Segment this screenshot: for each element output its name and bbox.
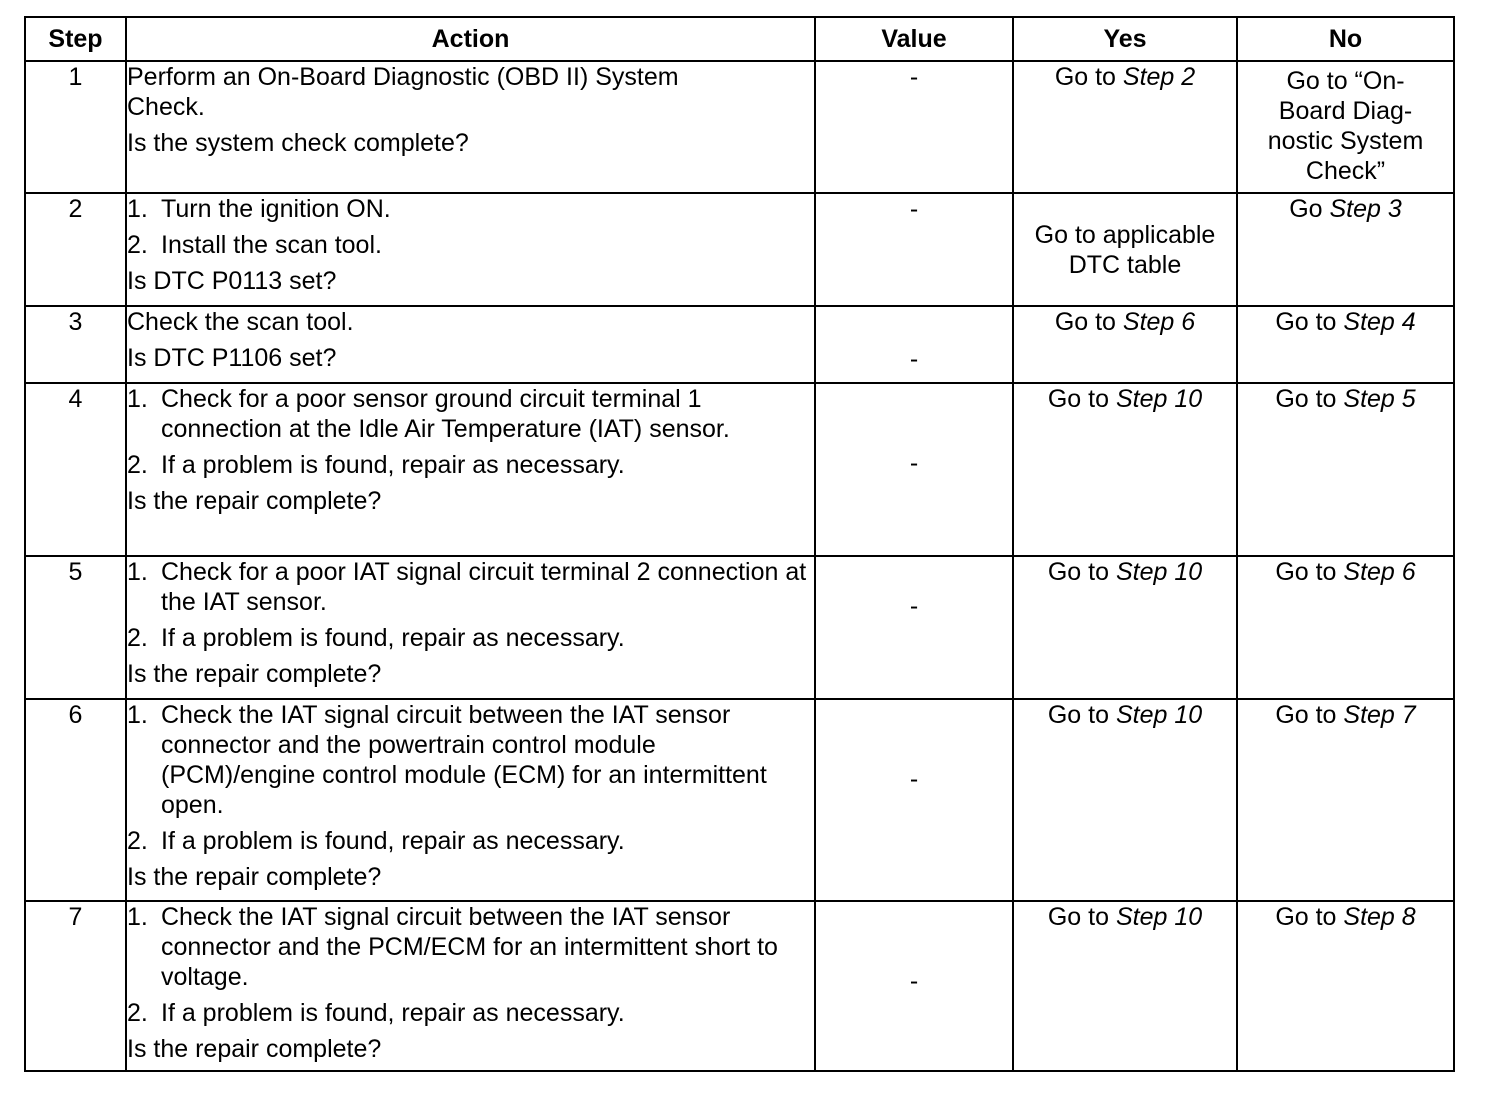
no-cell <box>1237 193 1454 306</box>
value-text: - <box>909 195 919 223</box>
action-cell <box>126 556 815 699</box>
action-cell <box>126 61 815 193</box>
yes-prefix: Go to <box>1047 385 1116 413</box>
action-question: Is the repair complete? <box>127 1035 382 1063</box>
value-cell <box>815 306 1013 383</box>
yes-step-ref: Step 2 <box>1122 63 1196 91</box>
no-cell <box>1237 901 1454 1071</box>
action-item: 2. If a problem is found, repair as necessary. <box>127 999 625 1027</box>
yes-cell <box>1013 193 1237 306</box>
yes-step-ref: Step 10 <box>1115 903 1203 931</box>
step-number: 5 <box>25 556 126 699</box>
yes-cell <box>1013 306 1237 383</box>
yes-prefix: Go to <box>1047 558 1116 586</box>
action-question: Is DTC P1106 set? <box>127 344 337 372</box>
action-item: 1. Check the IAT signal circuit between the IAT sensor connector and the PCM/ECM for an intermittent short to voltage. <box>127 903 778 991</box>
yes-cell <box>1013 556 1237 699</box>
action-cell <box>126 193 815 306</box>
no-cell <box>1237 699 1454 901</box>
yes-cell <box>1013 699 1237 901</box>
no-cell <box>1237 61 1454 193</box>
no-text: Board Diag- <box>1278 97 1413 125</box>
yes-text: DTC table <box>1068 250 1182 279</box>
value-text: - <box>909 765 919 793</box>
action-item: 1. Check for a poor IAT signal circuit terminal 2 connection at the IAT sensor. <box>127 558 807 616</box>
action-question: Is the system check complete? <box>127 129 469 157</box>
action-question: Is DTC P0113 set? <box>127 267 337 295</box>
value-text: - <box>909 967 919 995</box>
yes-step-ref: Step 10 <box>1115 558 1203 586</box>
header-yes: Yes <box>1013 17 1237 61</box>
action-item: 2. If a problem is found, repair as necessary. <box>127 451 625 479</box>
action-item: 1. Check the IAT signal circuit between the IAT sensor connector and the powertrain control module (PCM)/engine control module (ECM) for an intermittent open. <box>127 701 767 819</box>
yes-step-ref: Step 6 <box>1122 308 1196 336</box>
action-text: Check. <box>127 93 205 121</box>
action-cell <box>126 306 815 383</box>
value-cell <box>815 901 1013 1071</box>
table-row <box>25 383 1454 556</box>
yes-prefix: Go to <box>1047 701 1116 729</box>
action-text: Perform an On-Board Diagnostic (OBD II) System <box>127 63 679 91</box>
action-text: Check the scan tool. <box>127 308 354 336</box>
action-cell <box>126 699 815 901</box>
yes-prefix: Go to <box>1047 903 1116 931</box>
value-cell <box>815 383 1013 556</box>
diagnostic-table <box>24 16 1455 1072</box>
yes-cell <box>1013 61 1237 193</box>
table-row <box>25 61 1454 193</box>
yes-prefix: Go to <box>1054 63 1123 91</box>
action-item: 2. If a problem is found, repair as necessary. <box>127 624 625 652</box>
table-row <box>25 306 1454 383</box>
header-row <box>25 17 1454 61</box>
step-number: 7 <box>25 901 126 1071</box>
action-question: Is the repair complete? <box>127 863 382 891</box>
step-number: 2 <box>25 193 126 306</box>
no-prefix: Go to <box>1275 903 1344 931</box>
no-text: Check” <box>1305 157 1386 185</box>
no-prefix: Go to <box>1275 558 1344 586</box>
no-step-ref: Step 6 <box>1343 558 1416 586</box>
table-row <box>25 901 1454 1071</box>
value-cell <box>815 193 1013 306</box>
step-number: 3 <box>25 306 126 383</box>
value-cell <box>815 699 1013 901</box>
yes-text: Go to applicable <box>1034 220 1216 249</box>
action-item: 2. If a problem is found, repair as necessary. <box>127 827 625 855</box>
value-cell <box>815 556 1013 699</box>
no-cell <box>1237 556 1454 699</box>
action-item: 1. Turn the ignition ON. <box>127 195 391 223</box>
no-prefix: Go <box>1289 195 1330 223</box>
value-text: - <box>909 63 919 91</box>
no-cell <box>1237 306 1454 383</box>
action-item: 2. Install the scan tool. <box>127 231 382 259</box>
no-prefix: Go to <box>1275 701 1344 729</box>
value-text: - <box>909 345 919 373</box>
no-step-ref: Step 4 <box>1343 308 1416 336</box>
no-cell <box>1237 383 1454 556</box>
step-number: 4 <box>25 383 126 556</box>
value-text: - <box>909 449 919 477</box>
action-question: Is the repair complete? <box>127 660 382 688</box>
no-step-ref: Step 7 <box>1343 701 1416 729</box>
step-number: 6 <box>25 699 126 901</box>
header-step: Step <box>25 17 126 61</box>
no-text: nostic System <box>1267 127 1424 155</box>
action-question: Is the repair complete? <box>127 487 382 515</box>
header-no: No <box>1237 17 1454 61</box>
yes-cell <box>1013 383 1237 556</box>
step-number: 1 <box>25 61 126 193</box>
header-action: Action <box>126 17 815 61</box>
yes-prefix: Go to <box>1054 308 1123 336</box>
no-prefix: Go to <box>1275 308 1344 336</box>
yes-step-ref: Step 10 <box>1115 385 1203 413</box>
value-cell <box>815 61 1013 193</box>
no-prefix: Go to <box>1275 385 1344 413</box>
value-text: - <box>909 592 919 620</box>
action-item: 1. Check for a poor sensor ground circuit terminal 1 connection at the Idle Air Temperature (IAT) sensor. <box>127 385 730 443</box>
action-cell <box>126 901 815 1071</box>
table-row <box>25 556 1454 699</box>
table-row <box>25 193 1454 306</box>
yes-step-ref: Step 10 <box>1115 701 1203 729</box>
action-cell <box>126 383 815 556</box>
yes-cell <box>1013 901 1237 1071</box>
header-value: Value <box>815 17 1013 61</box>
table-row <box>25 699 1454 901</box>
no-step-ref: Step 3 <box>1329 195 1402 223</box>
no-step-ref: Step 8 <box>1343 903 1416 931</box>
no-step-ref: Step 5 <box>1343 385 1416 413</box>
no-text: Go to “On- <box>1286 67 1405 95</box>
